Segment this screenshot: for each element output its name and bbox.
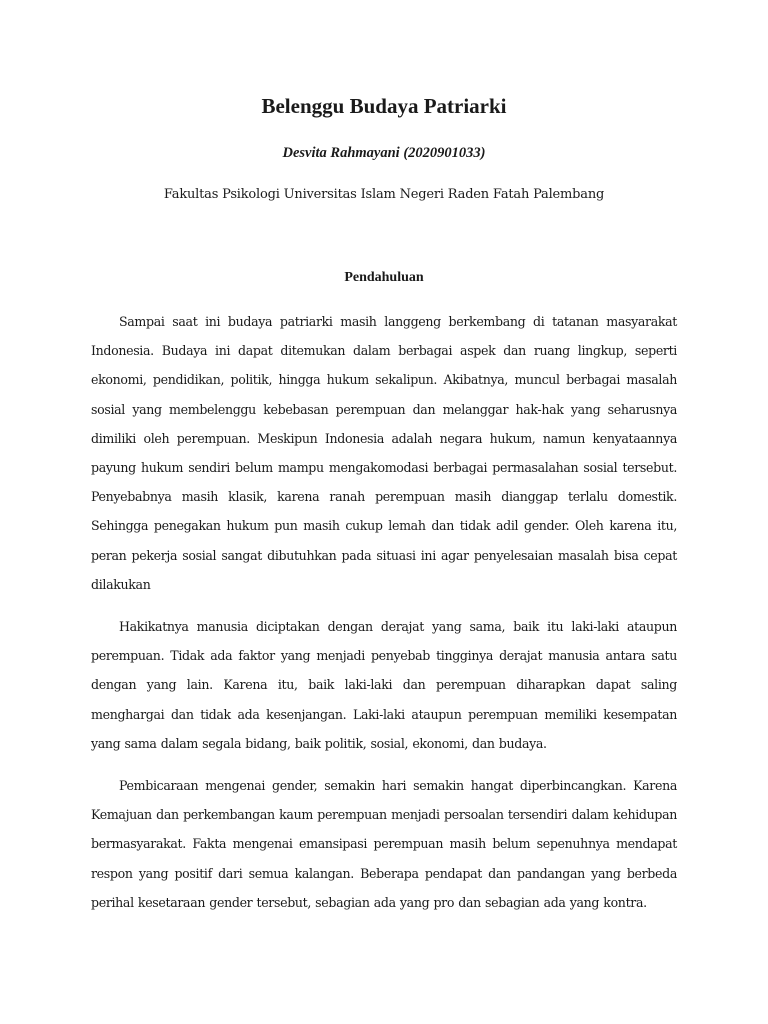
section-heading: Pendahuluan (344, 270, 424, 285)
document-title: Belenggu Budaya Patriarki (261, 94, 507, 118)
body-paragraph-3: Pembicaraan mengenai gender, semakin hari semakin hangat diperbincangkan. Karena Kemajuan dan perkembangan kaum perempuan menjadi persoalan tersendiri dalam kehidupan bermasyarakat. Fakta mengenai emansipasi perempuan masih belum sepenuhnya mendapat respon yang positif dari semua kalangan. Beberapa pendapat dan pandangan yang berbeda perihal kesetaraan gender tersebut, sebagian ada yang pro dan sebagian ada yang kontra. (91, 778, 677, 910)
body-paragraph-1: Sampai saat ini budaya patriarki masih langgeng berkembang di tatanan masyarakat Indonesia. Budaya ini dapat ditemukan dalam berbagai aspek dan ruang lingkup, seperti ekonomi, pendidikan, politik, hingga hukum sekalipun. Akibatnya, muncul berbagai masalah sosial yang membelenggu kebebasan perempuan dan melanggar hak-hak yang seharusnya dimiliki oleh perempuan. Meskipun Indonesia adalah negara hukum, namun kenyataannya payung hukum sendiri belum mampu mengakomodasi berbagai permasalahan sosial tersebut. Penyebabnya masih klasik, karena ranah perempuan masih dianggap terlalu domestik. Sehingga penegakan hukum pun masih cukup lemah dan tidak adil gender. Oleh karena itu, peran pekerja sosial sangat dibutuhkan pada situasi ini agar penyelesaian masalah bisa cepat dilakukan (91, 314, 677, 592)
author-line: Desvita Rahmayani (2020901033) (282, 145, 486, 161)
affiliation-line: Fakultas Psikologi Universitas Islam Negeri Raden Fatah Palembang (163, 187, 605, 202)
body-paragraph-2: Hakikatnya manusia diciptakan dengan derajat yang sama, baik itu laki-laki ataupun perempuan. Tidak ada faktor yang menjadi penyebab tingginya derajat manusia antara satu dengan yang lain. Karena itu, baik laki-laki dan perempuan diharapkan dapat saling menghargai dan tidak ada kesenjangan. Laki-laki ataupun perempuan memiliki kesempatan yang sama dalam segala bidang, baik politik, sosial, ekonomi, dan budaya. (91, 619, 677, 751)
